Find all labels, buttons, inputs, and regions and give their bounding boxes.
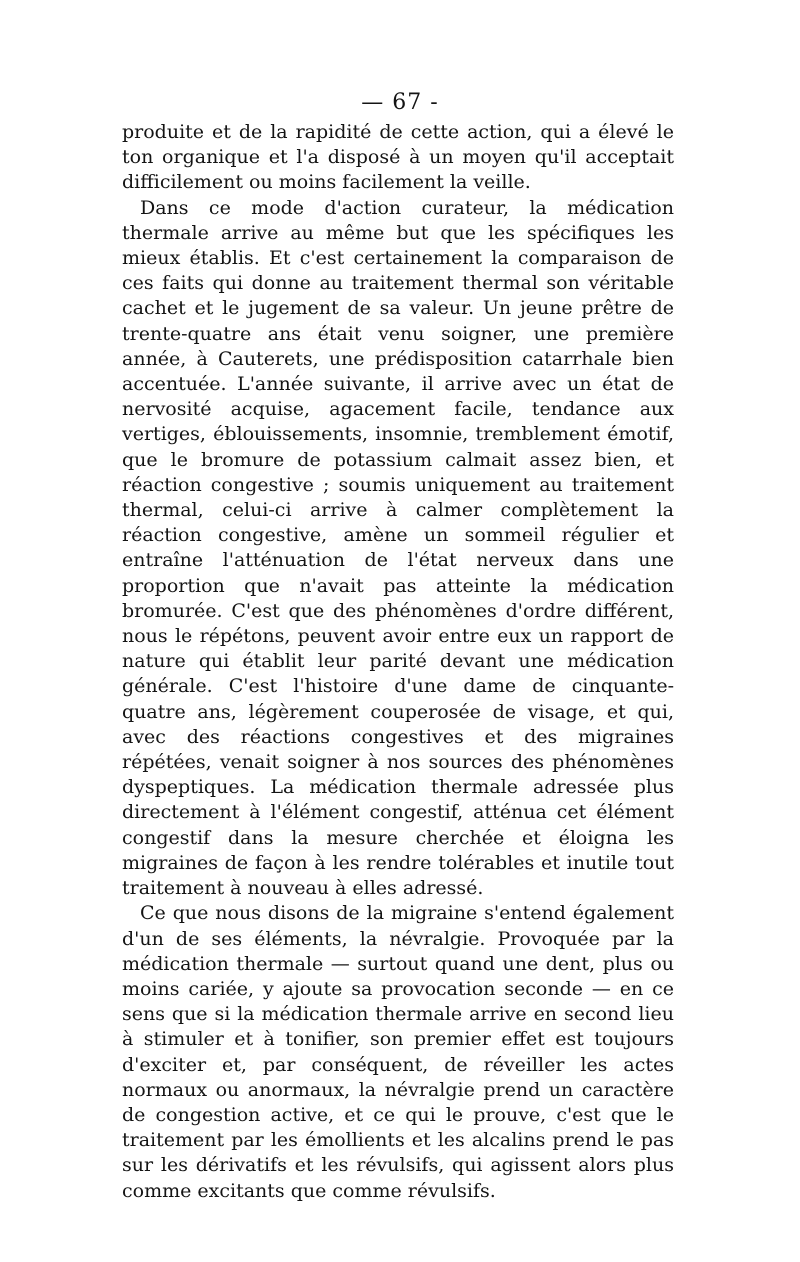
page-body-text	[122, 120, 674, 1204]
paragraph-2: Dans ce mode d'action curateur, la médication thermale arrive au même but que les spécifiques les mieux établis. Et c'est certainement la comparaison de ces faits qui donne au traitement thermal son véritable cachet et le jugement de sa valeur. Un jeune prêtre de trente-quatre ans était venu soigner, une première année, à Cauterets, une prédisposition catarrhale bien accentuée. L'année suivante, il arrive avec un état de nervosité acquise, agacement facile, tendance aux vertiges, éblouissements, insomnie, tremblement émotif, que le bromure de potassium calmait assez bien, et réaction congestive ; soumis uniquement au traitement thermal, celui-ci arrive à calmer complètement la réaction congestive, amène un sommeil régulier et entraîne l'atténuation de l'état nerveux dans une proportion que n'avait pas atteinte la médication bromurée. C'est que des phénomènes d'ordre différent, nous le répétons, peuvent avoir entre eux un rapport de nature qui établit leur parité devant une médication générale. C'est l'histoire d'une dame de cinquante-quatre ans, légèrement couperosée de visage, et qui, avec des réactions congestives et des migraines répétées, venait soigner à nos sources des phénomènes dyspeptiques. La médication thermale adressée plus directement à l'élément congestif, atténua cet élément congestif dans la mesure cherchée et éloigna les migraines de façon à les rendre tolérables et inutile tout traitement à nouveau à elles adressé.	[122, 196, 674, 900]
paragraph-3: Ce que nous disons de la migraine s'entend également d'un de ses éléments, la névralgie. Provoquée par la médication thermale — surtout quand une dent, plus ou moins cariée, y ajoute sa provocation seconde — en ce sens que si la médication thermale arrive en second lieu à stimuler et à tonifier, son premier effet est toujours d'exciter et, par conséquent, de réveiller les actes normaux ou anormaux, la névralgie prend un caractère de congestion active, et ce qui le prouve, c'est que le traitement par les émollients et les alcalins prend le pas sur les dérivatifs et les révulsifs, qui agissent alors plus comme excitants que comme révulsifs.	[122, 902, 674, 1202]
page-number-header: — 67 -	[361, 90, 439, 115]
paragraph-1: produite et de la rapidité de cette action, qui a élevé le ton organique et l'a disposé à un moyen qu'il acceptait difficilement ou moins facilement la veille.	[122, 121, 674, 194]
